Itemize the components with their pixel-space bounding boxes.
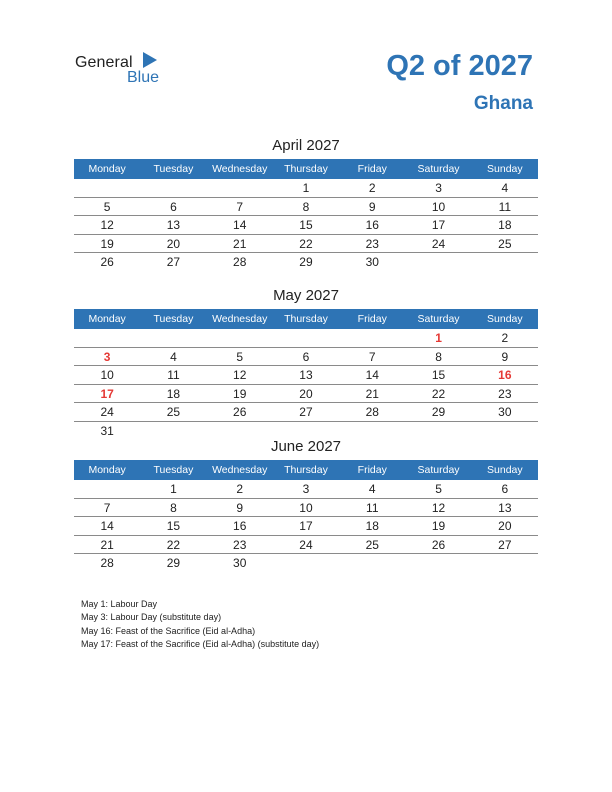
day-cell: 19 (233, 386, 247, 401)
week-row (74, 198, 538, 217)
day-cell: 22 (431, 386, 446, 401)
page-title: Q2 of 2027 (386, 50, 533, 82)
weekday-label: Tuesday (153, 464, 194, 476)
week-row (74, 480, 538, 499)
week-row (74, 366, 538, 385)
weekday-label: Monday (88, 163, 126, 175)
weekday-label: Sunday (487, 464, 523, 476)
weekday-label: Saturday (417, 464, 460, 476)
weekday-label: Monday (88, 313, 126, 325)
day-cell: 13 (166, 218, 181, 232)
day-cell: 18 (166, 386, 181, 401)
day-cell: 10 (299, 500, 313, 515)
day-cell: 12 (233, 368, 247, 382)
week-row (74, 329, 538, 348)
day-cell: 26 (233, 405, 247, 419)
week-row (74, 403, 538, 422)
day-cell (472, 422, 538, 440)
day-cell: 2 (368, 181, 376, 195)
weekday-label: Sunday (487, 163, 523, 175)
week-row (74, 179, 538, 198)
weekday-label: Saturday (417, 313, 460, 325)
week-row (74, 422, 538, 440)
day-cell (140, 422, 206, 440)
day-cell: 9 (501, 349, 509, 364)
month-block (74, 137, 538, 271)
day-cell: 3 (302, 482, 310, 496)
day-cell: 22 (166, 537, 181, 552)
day-cell (405, 422, 471, 440)
day-cell (405, 554, 471, 572)
day-cell: 14 (100, 519, 114, 533)
day-cell: 28 (100, 556, 114, 570)
week-row (74, 554, 538, 572)
day-cell (405, 253, 471, 271)
day-cell (140, 179, 206, 197)
day-cell: 3 (435, 181, 442, 195)
day-cell (339, 422, 405, 440)
holiday-note: May 1: Labour Day (81, 599, 158, 609)
day-cell: 18 (498, 218, 512, 232)
day-cell: 13 (299, 368, 313, 382)
day-cell: 29 (166, 556, 181, 570)
day-cell: 12 (431, 500, 446, 515)
week-row (74, 348, 538, 367)
day-cell: 22 (299, 236, 313, 251)
day-cell: 10 (100, 368, 114, 382)
day-cell (472, 554, 538, 572)
generalblue-logo (75, 52, 175, 88)
day-cell: 1 (435, 331, 442, 345)
day-cell: 24 (299, 537, 313, 552)
week-row (74, 253, 538, 271)
day-cell (207, 329, 273, 347)
day-cell: 16 (365, 218, 379, 232)
weekday-label: Wednesday (212, 464, 268, 476)
week-row (74, 385, 538, 404)
day-cell: 13 (498, 500, 512, 515)
day-cell: 21 (365, 386, 379, 401)
month-block (74, 438, 538, 572)
day-cell: 17 (431, 218, 446, 232)
day-cell: 15 (299, 218, 313, 232)
weekday-label: Friday (357, 313, 387, 325)
day-cell: 21 (100, 537, 114, 552)
weekday-label: Thursday (284, 464, 328, 476)
day-cell: 1 (170, 482, 177, 496)
logo-word-blue: Blue (127, 69, 160, 86)
holiday-note: May 16: Feast of the Sacrifice (Eid al-Adha) (81, 625, 256, 636)
weekday-label: Tuesday (153, 163, 194, 175)
day-cell: 23 (498, 386, 512, 401)
day-cell: 14 (365, 368, 379, 382)
day-cell (74, 179, 140, 197)
day-cell: 27 (299, 405, 313, 419)
weekday-label: Monday (88, 464, 126, 476)
weekday-header (74, 309, 538, 329)
month-title: April 2027 (272, 137, 340, 154)
day-cell: 26 (431, 537, 446, 552)
day-cell: 27 (498, 537, 512, 552)
day-cell: 25 (498, 236, 512, 251)
day-cell: 28 (365, 405, 379, 419)
day-cell: 8 (435, 349, 442, 364)
day-cell: 30 (365, 255, 379, 269)
day-cell: 11 (498, 199, 512, 214)
day-cell: 27 (166, 255, 181, 269)
day-cell: 14 (233, 218, 247, 232)
day-cell (273, 329, 339, 347)
month-title: May 2027 (273, 287, 339, 304)
day-cell: 6 (302, 349, 310, 364)
day-cell: 24 (431, 236, 446, 251)
weekday-label: Sunday (487, 313, 523, 325)
day-cell: 4 (501, 181, 509, 195)
day-cell: 11 (167, 368, 180, 382)
day-cell: 18 (365, 519, 379, 533)
day-cell: 9 (236, 500, 244, 515)
weekday-label: Friday (357, 464, 387, 476)
day-cell: 30 (233, 556, 247, 570)
day-cell: 4 (170, 349, 177, 364)
day-cell: 2 (501, 331, 509, 345)
day-cell: 20 (299, 386, 313, 401)
day-cell: 5 (435, 482, 442, 496)
weekday-label: Thursday (284, 313, 328, 325)
day-cell: 24 (100, 405, 114, 419)
day-cell: 31 (100, 423, 114, 438)
day-cell: 9 (368, 199, 376, 214)
day-cell: 25 (166, 405, 181, 419)
day-cell: 17 (100, 386, 114, 401)
day-cell (74, 480, 140, 498)
week-row (74, 235, 538, 254)
day-cell: 3 (103, 349, 111, 364)
weekday-label: Wednesday (212, 163, 268, 175)
day-cell (339, 329, 405, 347)
day-cell: 17 (299, 519, 313, 533)
weekday-header (74, 159, 538, 179)
day-cell: 1 (302, 181, 310, 195)
day-cell: 28 (233, 255, 247, 269)
day-cell: 15 (431, 368, 446, 382)
weekday-label: Saturday (417, 163, 460, 175)
day-cell: 2 (236, 482, 244, 496)
week-row (74, 216, 538, 235)
day-cell: 29 (431, 405, 446, 419)
weekday-label: Tuesday (153, 313, 194, 325)
logo-word-general: General (75, 54, 133, 71)
day-cell: 19 (100, 236, 114, 251)
day-cell: 15 (166, 519, 181, 533)
day-cell: 20 (166, 236, 181, 251)
day-cell (273, 554, 339, 572)
day-cell (140, 329, 206, 347)
day-cell: 7 (103, 500, 111, 515)
day-cell: 19 (431, 519, 446, 533)
month-title: June 2027 (270, 438, 342, 455)
day-cell: 25 (365, 537, 379, 552)
week-row (74, 517, 538, 536)
day-cell: 7 (368, 349, 376, 364)
day-cell (273, 422, 339, 440)
day-cell: 6 (170, 199, 177, 214)
day-cell: 7 (236, 199, 244, 214)
day-cell: 23 (365, 236, 379, 251)
day-cell: 5 (236, 349, 244, 364)
day-cell: 8 (170, 500, 177, 515)
holiday-notes (81, 598, 319, 651)
day-cell (207, 422, 273, 440)
holiday-note: May 3: Labour Day (substitute day) (81, 612, 222, 623)
country-name: Ghana (473, 93, 533, 114)
day-cell (74, 329, 140, 347)
day-cell: 8 (302, 199, 310, 214)
weekday-label: Friday (357, 163, 387, 175)
weekday-label: Wednesday (212, 313, 268, 325)
day-cell: 12 (100, 218, 114, 232)
day-cell (207, 179, 273, 197)
day-cell: 23 (233, 537, 247, 552)
week-row (74, 499, 538, 518)
day-cell: 5 (103, 199, 111, 214)
day-cell (339, 554, 405, 572)
day-cell: 11 (366, 500, 379, 515)
day-cell: 16 (498, 368, 512, 382)
day-cell: 4 (368, 482, 376, 496)
day-cell: 16 (233, 519, 247, 533)
week-row (74, 536, 538, 555)
holiday-note: May 17: Feast of the Sacrifice (Eid al-Adha) (substitute day) (81, 638, 320, 649)
day-cell: 29 (299, 255, 313, 269)
month-block (74, 287, 538, 439)
weekday-header (74, 460, 538, 480)
day-cell: 10 (431, 199, 446, 214)
logo-triangle-icon (143, 52, 157, 68)
day-cell: 26 (100, 255, 114, 269)
day-cell: 30 (498, 405, 512, 419)
day-cell: 6 (501, 482, 509, 496)
weekday-label: Thursday (284, 163, 328, 175)
day-cell: 20 (498, 519, 512, 533)
day-cell: 21 (233, 236, 247, 251)
day-cell (472, 253, 538, 271)
